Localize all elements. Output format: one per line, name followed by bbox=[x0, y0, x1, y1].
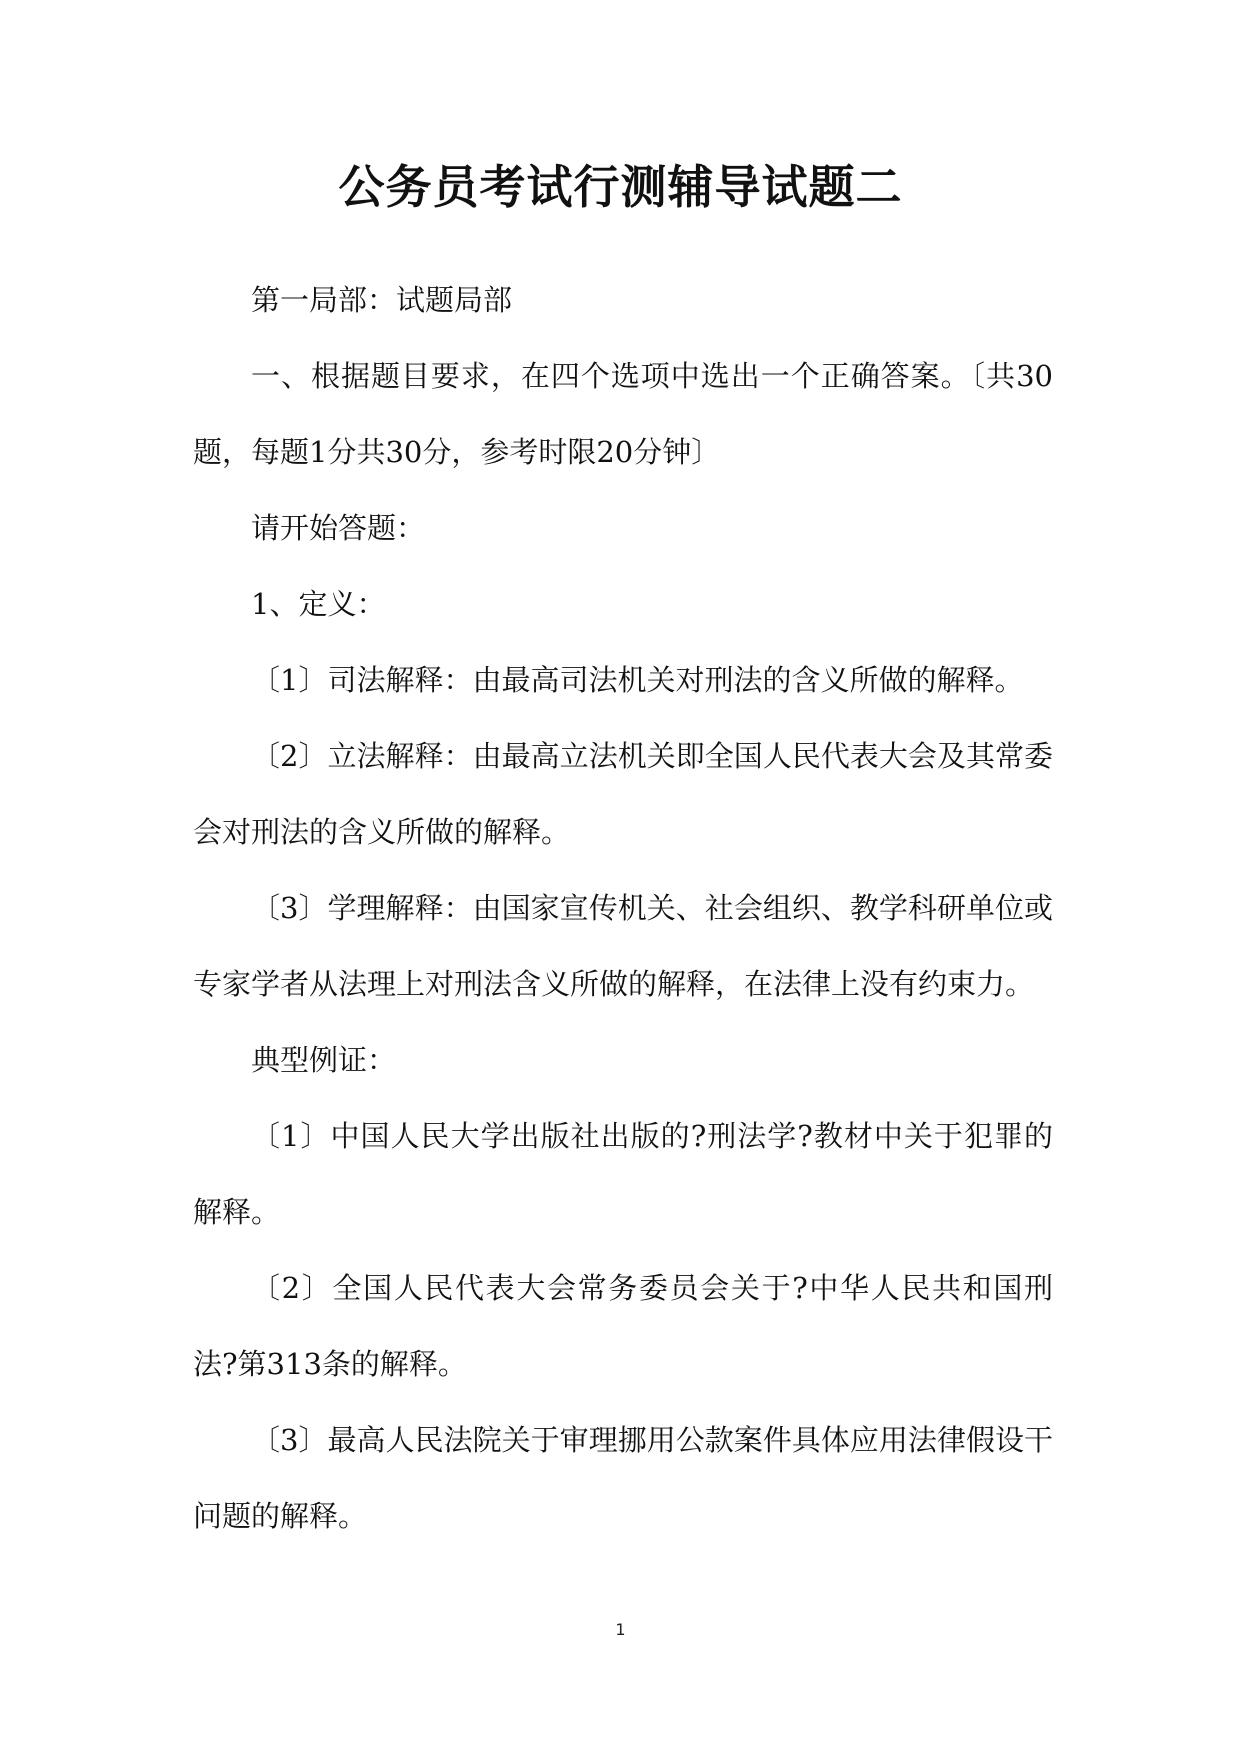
paragraph-definition-3: 〔3〕学理解释：由国家宣传机关、社会组织、教学科研单位或专家学者从法理上对刑法含义所做的解释，在法律上没有约束力。 bbox=[193, 891, 1053, 1001]
document-title: 公务员考试行测辅导试题二 bbox=[338, 160, 903, 214]
paragraph-examples-heading: 典型例证： bbox=[251, 1043, 397, 1077]
paragraph-definition-2: 〔2〕立法解释：由最高立法机关即全国人民代表大会及其常委会对刑法的含义所做的解释。 bbox=[193, 739, 1053, 849]
page-number: 1 bbox=[615, 1620, 626, 1639]
paragraph-section-heading: 第一局部：试题局部 bbox=[251, 283, 513, 317]
paragraph-start-prompt: 请开始答题： bbox=[251, 511, 426, 545]
paragraph-example-2: 〔2〕全国人民代表大会常务委员会关于?中华人民共和国刑法?第313条的解释。 bbox=[193, 1271, 1053, 1381]
paragraph-definition-1: 〔1〕司法解释：由最高司法机关对刑法的含义所做的解释。 bbox=[251, 663, 1024, 697]
paragraph-example-3: 〔3〕最高人民法院关于审理挪用公款案件具体应用法律假设干问题的解释。 bbox=[193, 1423, 1053, 1533]
paragraph-question-1: 1、定义： bbox=[251, 587, 386, 621]
paragraph-example-1: 〔1〕中国人民大学出版社出版的?刑法学?教材中关于犯罪的解释。 bbox=[193, 1119, 1053, 1229]
document-body bbox=[193, 262, 1053, 1554]
paragraph-instructions: 一、根据题目要求，在四个选项中选出一个正确答案。〔共30题，每题1分共30分，参考时限20分钟〕 bbox=[193, 359, 1053, 469]
